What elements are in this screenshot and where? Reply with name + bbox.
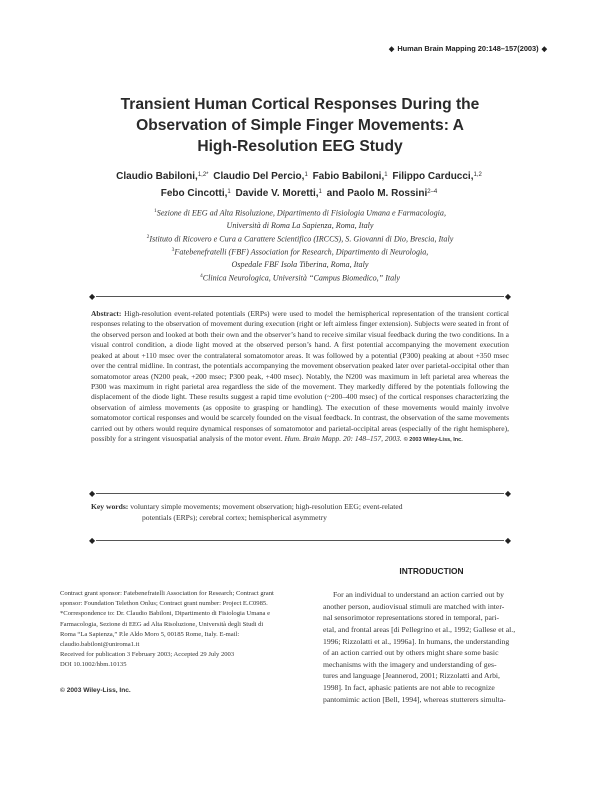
received-footnote: Received for publication 3 February 2003; Accepted 29 July 2003	[60, 651, 235, 659]
affiliation-line: $^4$Clinica Neurologica, Università “Campus Biomedico,” Italy	[199, 272, 401, 283]
author-line	[70, 185, 530, 202]
text-line: tures and language [Jeannerod, 2001; Rizzolatti and Arbi,	[323, 671, 500, 681]
abstract-body: High-resolution event-related potentials (ERPs) were used to model the hemispherical representation of the transient cortical responses relating to the observation of movement during execution (right or left aimless finger extension). Subjects were seated in front of the observed person and looked at both their own and the observer’s hand to receive similar visual feedback during the two conditions. In a visual control condition, a diode light moved at the observed person’s hand. A first potential accompanying the movement execution peaked at about +110 msec over the contralateral somatomotor areas. It was followed by a potential (P300) peaking at about +350 msec over the central midline. In contrast, the potentials accompanying the movement observation peaked later over parietal-occipital other than somatomotor areas (N200 peak, +200 msec; P300 peak, +400 msec). Notably, the N200 was maximum in left parietal area whereas the P300 was maximum in right parietal area regardless the side of the movement. They markedly differed by the potentials following the displacement of the diode light. These results suggest a rapid time evolution (~200–400 msec) of the cortical responses characterizing the observation of aimless movements (as opposite to grasping or handling). The execution of these movements would mainly involve somatomotor cortical responses and would be scarcely founded on the visual feedback. In contrast, the observation of the same movements carried out by others would require dynamical responses of somatomotor and parietal-occipital areas (especially of the right hemisphere), possibly for a stringent visuospatial analysis of the motor event.	[91, 309, 510, 444]
text-line: 1996; Rizzolatti et al., 1996a]. In humans, the understanding	[323, 636, 510, 646]
author-affil-mark: 2–4	[427, 189, 438, 195]
author-affil-mark: 1	[304, 172, 308, 178]
keywords-line: voluntary simple movements; movement observation; high-resolution EEG; event-related	[130, 502, 403, 511]
diamond-icon: ◆	[89, 292, 96, 301]
text-line: nal sensorimotor representations stored in temporal, pari-	[323, 613, 500, 623]
title-line: High-Resolution EEG Study	[197, 138, 403, 155]
correspondence-footnote: *Correspondence to: Dr. Claudio Babiloni, Dipartimento di Fisiologia Umana e Farmacologia, Sezione di EEG ad Alta Risoluzione, Università degli Studi di Roma “La Sapienza,” P.le Aldo Moro 5, 00185 Rome, Italy. E-mail: claudio.babiloni@uniroma1.it	[60, 610, 271, 649]
keywords-bottom-rule	[89, 536, 511, 545]
keywords-top-rule	[89, 489, 511, 498]
affiliation-line: Università di Roma La Sapienza, Roma, Italy	[226, 220, 374, 230]
diamond-icon: ◆	[388, 46, 395, 53]
title-line: Observation of Simple Finger Movements: A	[136, 117, 464, 134]
author-name: Davide V. Moretti,	[235, 188, 319, 199]
diamond-icon: ◆	[504, 489, 511, 498]
abstract-top-rule	[89, 292, 511, 301]
abstract	[91, 309, 509, 445]
author-name: and Paolo M. Rossini	[326, 188, 428, 199]
affiliation-line: Ospedale FBF Isola Tiberina, Roma, Italy	[231, 259, 369, 269]
author-line	[70, 168, 530, 185]
article-title	[60, 94, 540, 157]
section-heading: INTRODUCTION	[399, 566, 464, 576]
author-affil-mark: 1	[384, 172, 388, 178]
keywords-line: potentials (ERPs); cerebral cortex; hemispherical asymmetry	[142, 512, 327, 522]
text-line: 1998]. In fact, aphasic patients are not able to recognize	[323, 683, 495, 693]
doi-footnote: DOI 10.1002/hbm.10135	[60, 661, 127, 669]
abstract-copyright: © 2003 Wiley-Liss, Inc.	[403, 437, 463, 444]
author-name: Claudio Babiloni,	[116, 171, 198, 182]
diamond-icon: ◆	[89, 536, 96, 545]
text-line: pantomimic action [Bell, 1994], whereas stutterers simulta-	[323, 694, 506, 704]
footer-copyright: © 2003 Wiley-Liss, Inc.	[60, 687, 131, 694]
abstract-label: Abstract:	[91, 309, 122, 318]
text-line: of an action carried out by others might share some basic	[323, 648, 499, 658]
keywords-label: Key words:	[91, 502, 129, 511]
affiliation-line: $^1$Sezione di EEG ad Alta Risoluzione, Dipartimento di Fisiologia Umana e Farmacologia,	[154, 208, 446, 218]
text-line: mechanisms with the imagery and understanding of ges-	[323, 659, 497, 669]
author-name: Filippo Carducci,	[392, 171, 474, 182]
author-list	[70, 168, 530, 202]
journal-reference: Human Brain Mapping 20:148–157(2003)	[397, 44, 539, 53]
author-affil-mark: 1,2	[473, 172, 482, 178]
diamond-icon: ◆	[541, 46, 547, 53]
text-line: For an individual to understand an action carried out by	[333, 590, 505, 599]
title-line: Transient Human Cortical Responses During the	[120, 96, 480, 113]
abstract-citation: Hum. Brain Mapp. 20: 148–157, 2003.	[284, 434, 402, 444]
author-name: Claudio Del Percio,	[213, 171, 305, 182]
diamond-icon: ◆	[89, 489, 96, 498]
introduction-text	[323, 589, 540, 705]
diamond-icon: ◆	[504, 536, 511, 545]
footnotes	[60, 589, 276, 671]
text-line: etal, and frontal areas [di Pellegrino et al., 1992; Gallese et al.,	[323, 624, 516, 634]
affiliation-line: $^3$Fatebenefratelli (FBF) Association for Research, Dipartimento di Neurologia,	[171, 247, 429, 257]
author-name: Febo Cincotti,	[160, 188, 228, 199]
author-affil-mark: 1	[318, 189, 322, 195]
diamond-icon: ◆	[504, 292, 511, 301]
author-name: Fabio Babiloni,	[312, 171, 385, 182]
grant-footnote: Contract grant sponsor: Fatebenefratelli Association for Research; Contract grant sponsor: Foundation Telethon Onlus; Contract grant number: Project E.C0985.	[60, 590, 274, 608]
text-line: another person, audiovisual stimuli are matched with inter-	[323, 601, 505, 611]
keywords	[91, 502, 509, 523]
affiliations	[70, 206, 530, 284]
journal-header	[386, 44, 550, 53]
affiliation-line: $^2$Istituto di Ricovero e Cura a Carattere Scientifico (IRCCS), S. Giovanni di Dio, Brescia, Italy	[146, 233, 454, 244]
author-affil-mark: 1,2*	[197, 172, 209, 178]
author-affil-mark: 1	[227, 189, 231, 195]
